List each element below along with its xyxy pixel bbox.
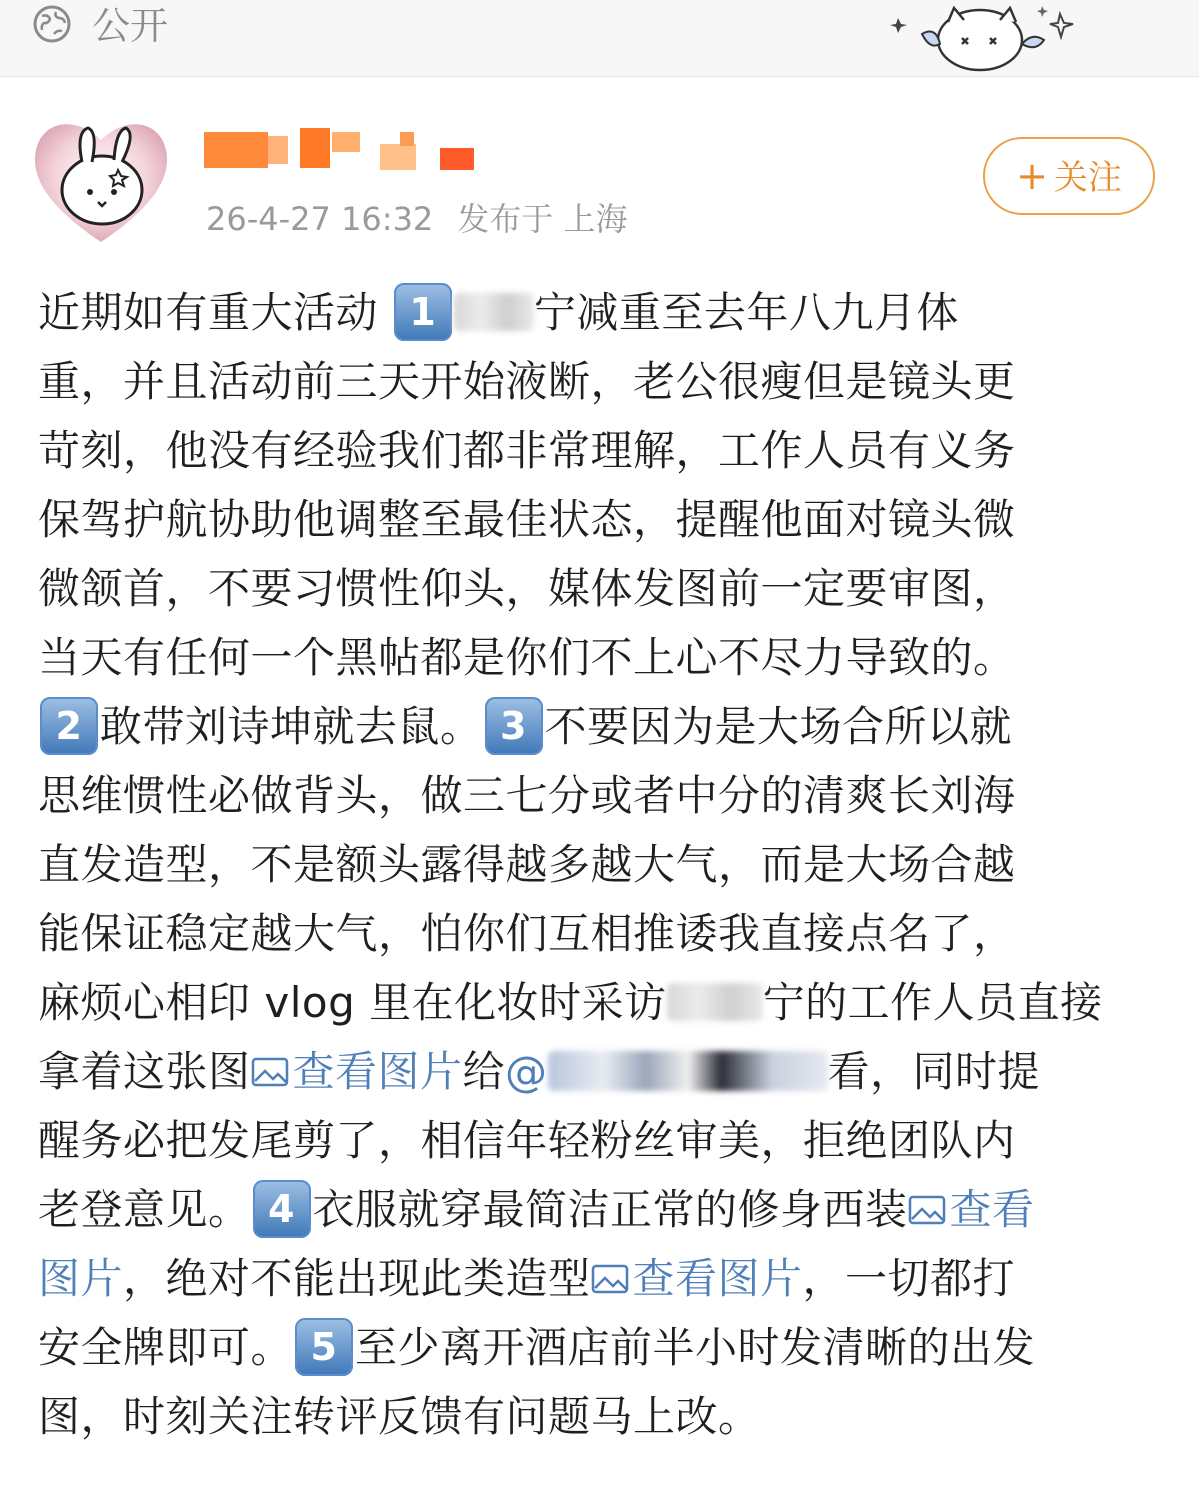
timestamp: 26-4-27 16:32 [206,200,434,238]
text-line: 重，并且活动前三天开始液断，老公很瘦但是镜头更 [38,357,1016,406]
cat-sticker-icon [882,0,1082,76]
text-line: 思维惯性必做背头，做三七分或者中分的清爽长刘海 [38,771,1016,820]
text-line: 麻烦心相印 vlog 里在化妆时采访 宁的工作人员直接 [38,978,1103,1027]
number-badge: 1 [394,283,452,341]
number-badge: 3 [485,697,543,755]
view-image-link[interactable]: 查看图片 [251,1047,463,1096]
text-line: 图片，绝对不能出现此类造型 查看图片，一切都打 [38,1254,1016,1303]
text-line: 醒务必把发尾剪了，相信年轻粉丝审美，拒绝团队内 [38,1116,1016,1165]
text-line: 安全牌即可。 5 至少离开酒店前半小时发清晰的出发 [38,1313,1163,1382]
text-line: 拿着这张图 查看图片给@ 看，同时提 [38,1047,1041,1096]
text-line: 苛刻，他没有经验我们都非常理解，工作人员有义务 [38,426,1016,475]
post-text [38,278,1163,1451]
bunny-avatar-icon[interactable] [30,108,172,246]
follow-button[interactable]: + 关注 [983,137,1155,215]
redacted-text [667,983,763,1021]
text-line: 直发造型，不是额头露得越多越大气，而是大场合越 [38,840,1016,889]
image-icon [908,1195,946,1225]
text-line: 2 敢带刘诗坤就去鼠。 3 不要因为是大场合所以就 [38,692,1163,761]
globe-icon [32,4,72,44]
text-line: 近期如有重大活动 1 宁减重至去年八九月体 [38,278,1163,347]
image-icon [251,1057,289,1087]
number-badge: 5 [295,1318,353,1376]
location: 发布于 上海 [457,200,628,238]
image-icon [591,1264,629,1294]
view-image-link[interactable]: 查看 [908,1185,1035,1234]
text-line: 微颔首，不要习惯性仰头，媒体发图前一定要审图， [38,564,1016,613]
view-image-link[interactable]: 图片 [38,1254,124,1303]
view-image-link[interactable]: 查看图片 [591,1254,803,1303]
text-line: 老登意见。 4 衣服就穿最简洁正常的修身西装 查看 [38,1175,1163,1244]
redacted-mention [548,1051,828,1091]
text-line: 保驾护航协助他调整至最佳状态，提醒他面对镜头微 [38,495,1016,544]
number-badge: 2 [40,697,98,755]
text-line: 当天有任何一个黑帖都是你们不上心不尽力导致的。 [38,633,1016,682]
redacted-text [454,293,534,331]
number-badge: 4 [253,1180,311,1238]
text-line: 能保证稳定越大气，怕你们互相推诿我直接点名了， [38,909,1016,958]
text-line: 图，时刻关注转评反馈有问题马上改。 [38,1392,761,1441]
mention-link[interactable]: @ [505,1047,828,1096]
plus-icon: + [1016,154,1048,198]
post-meta [206,197,627,241]
top-bar [0,0,1199,77]
visibility-label: 公开 [92,4,169,48]
username-redacted[interactable] [204,128,484,172]
